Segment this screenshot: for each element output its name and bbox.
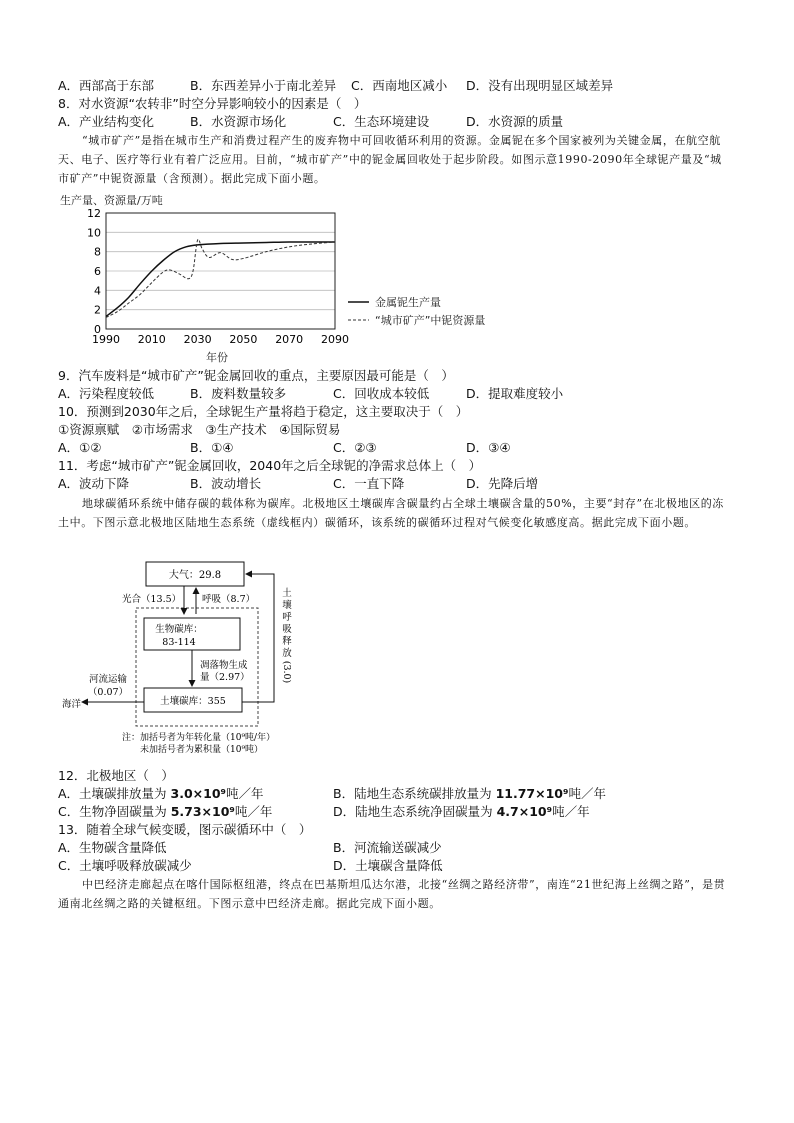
q9-option-c: C．回收成本较低 [333,386,430,401]
q10-items: ①资源禀赋 ②市场需求 ③生产技术 ④国际贸易 [58,422,341,437]
q8-option-a: A．产业结构变化 [58,114,155,129]
passage-carbon-cycle: 地球碳循环系统中储存碳的载体称为碳库。北极地区土壤碳库含碳量约占全球土壤碳含量的50%，主要“封存”在北极地区的冻土中。下图示意北极地区陆地生态系统（虚线框内）碳循环，该系统的碳循环过程对气候变化敏感度高。据此完成下面小题。 [58,497,724,529]
river-transport-label: 河流运输 [88,674,128,685]
q12-b-suffix: 吨／年 [568,786,606,801]
q12-stem: 12．北极地区（ ） [58,768,174,783]
legend-series-2: “城市矿产”中铌资源量 [375,314,486,327]
y-tick-label: 2 [94,303,101,317]
soil-pool-label: 土壤碳库：355 [160,696,226,707]
q13-stem: 13．随着全球气候变暖，图示碳循环中（ ） [58,822,312,837]
q7-option-d: D．没有出现明显区域差异 [466,78,614,93]
soil-release-char: 释 [282,636,292,647]
soil-release-char: 吸 [282,624,292,635]
soil-release-char: 土 [282,588,292,599]
q12-option-c [58,803,272,820]
x-tick-label: 2070 [275,333,304,346]
carbon-cycle-diagram [58,556,318,762]
bio-pool-value: 83-114 [162,637,196,648]
y-tick-label: 0 [94,323,101,336]
q10-option-d: D．③④ [466,440,511,455]
q8-option-c: C．生态环境建设 [333,114,430,129]
q8-stem: 8．对水资源“农转非”时空分异影响较小的因素是（ ） [58,96,367,111]
ocean-label: 海洋 [62,699,82,710]
q12-a-value: 3.0×10⁹ [170,786,227,801]
q10-stem: 10．预测到2030年之后，全球铌生产量将趋于稳定，这主要取决于（ ） [58,404,469,419]
q8-option-d: D．水资源的质量 [466,114,564,129]
litter-value: 量（2.97） [200,672,250,683]
atmosphere-label: 大气：29.8 [168,570,222,581]
photosynthesis-label: 光合（13.5） [122,594,182,605]
chart-grid [106,213,335,329]
q13-option-c: C．土壤呼吸释放碳减少 [58,858,192,873]
river-transport-value: （0.07） [87,687,129,698]
q12-option-a [58,785,264,802]
series-urban-mine-resource [106,239,335,317]
q11-option-a: A．波动下降 [58,476,130,491]
legend-series-1: 金属铌生产量 [375,296,441,309]
q8-option-b: B．水资源市场化 [190,114,287,129]
q7-option-b: B．东西差异小于南北差异 [190,78,337,93]
q13-option-b: B．河流输送碳减少 [333,840,442,855]
q12-d-value: 4.7×10⁹ [496,804,553,819]
bio-pool-label: 生物碳库： [155,624,203,635]
q12-option-d [333,803,590,820]
q11-option-b: B．波动增长 [190,476,262,491]
q9-option-b: B．废料数量较多 [190,386,287,401]
q13-option-d: D．土壤碳含量降低 [333,858,443,873]
q12-option-b [333,785,606,802]
q12-b-value: 11.77×10⁹ [495,786,569,801]
q9-option-a: A．污染程度较低 [58,386,155,401]
q12-b-prefix: B．陆地生态系统碳排放量为 [333,786,496,801]
passage-urban-mining: “城市矿产”是指在城市生产和消费过程产生的废弃物中可回收循环利用的资源。金属铌在多个国家被列为关键金属，在航空航天、电子、医疗等行业有着广泛应用。目前，“城市矿产”中的铌金属回收处于起步阶段。如图示意1990-2090年全球铌产量及“城市矿产”中铌资源量（含预测）。据此完成下面小题。 [58,134,722,185]
q11-option-d: D．先降后增 [466,476,539,491]
q9-stem: 9．汽车废料是“城市矿产”铌金属回收的重点，主要原因最可能是（ ） [58,368,454,383]
q12-d-prefix: D．陆地生态系统净固碳量为 [333,804,497,819]
q12-a-suffix: 吨／年 [226,786,264,801]
q10-option-a: A．①② [58,440,102,455]
soil-respiration-value: (3.0) [281,660,292,684]
q9-option-d: D．提取难度较小 [466,386,564,401]
q13-option-a: A．生物碳含量降低 [58,840,167,855]
q7-option-c: C．西南地区减小 [351,78,448,93]
x-tick-label: 2030 [183,333,212,346]
y-tick-label: 4 [94,284,101,298]
diagram-note-1: 注：加括号者为年转化量（10⁹吨/年） [122,733,276,743]
soil-release-char: 壤 [282,600,292,611]
chart-x-ticks [92,333,349,346]
soil-release-char: 放 [282,648,292,659]
litter-label: 凋落物生成 [200,660,248,671]
y-tick-label: 12 [87,207,101,220]
soil-respiration-label [282,587,292,659]
q11-option-c: C．一直下降 [333,476,405,491]
q10-option-c: C．②③ [333,440,377,455]
niobium-chart [58,190,518,370]
diagram-note-2: 未加括号者为累积量（10⁹吨） [140,745,264,755]
q11-stem: 11．考虑“城市矿产”铌金属回收，2040年之后全球铌的净需求总体上（ ） [58,458,482,473]
passage-cpec: 中巴经济走廊起点在喀什国际枢纽港，终点在巴基斯坦瓜达尔港，北接“丝绸之路经济带”，南连“21世纪海上丝绸之路”，是贯通南北丝绸之路的关键枢纽。下图示意中巴经济走廊。据此完成下面小题。 [58,878,726,910]
q12-c-suffix: 吨／年 [234,804,273,819]
q12-d-suffix: 吨／年 [552,804,590,819]
y-tick-label: 8 [94,245,101,259]
chart-y-ticks [87,207,101,336]
x-tick-label: 1990 [92,333,120,346]
x-tick-label: 2050 [229,333,258,346]
q7-option-a: A．西部高于东部 [58,78,155,93]
x-tick-label: 2010 [137,333,166,346]
x-tick-label: 2090 [321,333,349,346]
q10-option-b: B．①④ [190,440,234,455]
q12-c-prefix: C．生物净固碳量为 [58,804,171,819]
chart-ylabel: 生产量、资源量/万吨 [60,194,163,207]
respiration-label: 呼吸（8.7） [202,594,256,605]
q12-c-value: 5.73×10⁹ [170,804,235,819]
y-tick-label: 6 [94,265,101,278]
soil-release-char: 呼 [282,612,292,623]
q12-a-prefix: A．土壤碳排放量为 [58,786,171,801]
y-tick-label: 10 [87,226,101,240]
chart-xlabel: 年份 [206,351,228,364]
